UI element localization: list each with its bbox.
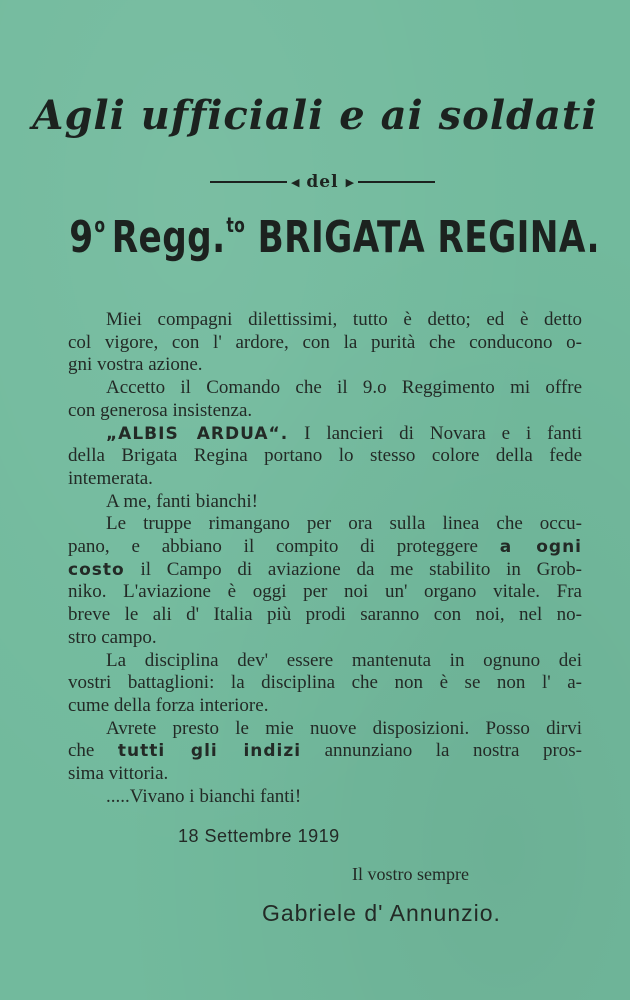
paragraph-6 xyxy=(68,650,582,718)
regiment-abbrev-sup: to xyxy=(226,213,246,237)
text-line: Le truppe rimangano per ora sulla linea che occu- xyxy=(106,513,582,535)
text-line: intemerata. xyxy=(68,467,153,489)
text-line: Accetto il Comando che il 9.o Reggimento mi offre xyxy=(106,377,582,399)
connector-row xyxy=(210,170,435,194)
paragraph-7 xyxy=(68,718,582,786)
text-line xyxy=(68,559,582,582)
text-line: con generosa insistenza. xyxy=(68,399,253,421)
text-line: cume della forza interiore. xyxy=(68,694,269,716)
text-fragment: annunziano la nostra pros- xyxy=(324,740,582,762)
text-fragment: che xyxy=(68,740,95,762)
text-line: gni vostra azione. xyxy=(68,354,203,376)
right-rule xyxy=(358,181,435,183)
text-line: vostri battaglioni: la disciplina che non è se non l' a- xyxy=(68,672,582,694)
regiment-ordinal: o xyxy=(94,213,106,237)
emphasis: costo xyxy=(68,559,125,580)
regiment-number-group xyxy=(69,212,105,263)
emphasis: a ogni xyxy=(499,537,582,558)
paragraph-3 xyxy=(68,423,582,491)
left-rule xyxy=(210,181,287,183)
text-line xyxy=(68,536,582,559)
headline-title: Agli ufficiali e ai soldati xyxy=(32,92,598,139)
brigade-name: BRIGATA REGINA. xyxy=(257,212,600,263)
connector-word: del xyxy=(306,172,339,192)
text-line xyxy=(68,740,582,763)
text-line: breve le ali d' Italia più prodi saranno con noi, nel no- xyxy=(68,604,582,626)
paragraph-8 xyxy=(68,786,582,809)
date: 18 Settembre 1919 xyxy=(178,826,340,846)
emphasis: tutti gli indizi xyxy=(117,741,302,762)
right-arrow-icon: ▶ xyxy=(345,175,355,189)
regiment-abbrev: Regg. xyxy=(111,212,226,263)
paragraph-2 xyxy=(68,377,582,422)
motto: „ALBIS ARDUA“. xyxy=(106,423,289,444)
paragraph-1 xyxy=(68,309,582,377)
text-line: Avrete presto le mie nuove disposizioni. Posso dirvi xyxy=(106,717,582,739)
paragraph-4 xyxy=(68,491,582,514)
text-fragment: I lancieri di Novara e i fanti xyxy=(304,422,582,444)
proclamation-body xyxy=(68,309,582,808)
text-line: niko. L'aviazione è oggi per noi un' organo vitale. Fra xyxy=(68,581,582,603)
closing-line: Il vostro sempre xyxy=(352,864,469,884)
regiment-heading xyxy=(69,212,600,263)
text-line: Miei compagni dilettissimi, tutto è detto; ed è detto xyxy=(106,309,582,330)
text-line: La disciplina dev' essere mantenuta in ognuno dei xyxy=(106,649,582,671)
text-line: .....Vivano i bianchi fanti! xyxy=(106,785,302,807)
text-line xyxy=(68,423,582,446)
text-line: stro campo. xyxy=(68,626,157,648)
text-fragment: pano, e abbiano il compito di proteggere xyxy=(68,536,478,558)
text-line: sima vittoria. xyxy=(68,763,169,785)
text-line: col vigore, con l' ardore, con la purità che conducono o- xyxy=(68,331,582,353)
regiment-number: 9 xyxy=(69,212,94,263)
text-fragment: il Campo di aviazione da me stabilito in Grob- xyxy=(140,558,582,580)
text-line: della Brigata Regina portano lo stesso colore della fede xyxy=(68,445,582,467)
text-line: A me, fanti bianchi! xyxy=(106,490,258,512)
paragraph-5 xyxy=(68,513,582,649)
left-arrow-icon: ◀ xyxy=(290,175,300,189)
signature: Gabriele d' Annunzio. xyxy=(262,900,501,926)
